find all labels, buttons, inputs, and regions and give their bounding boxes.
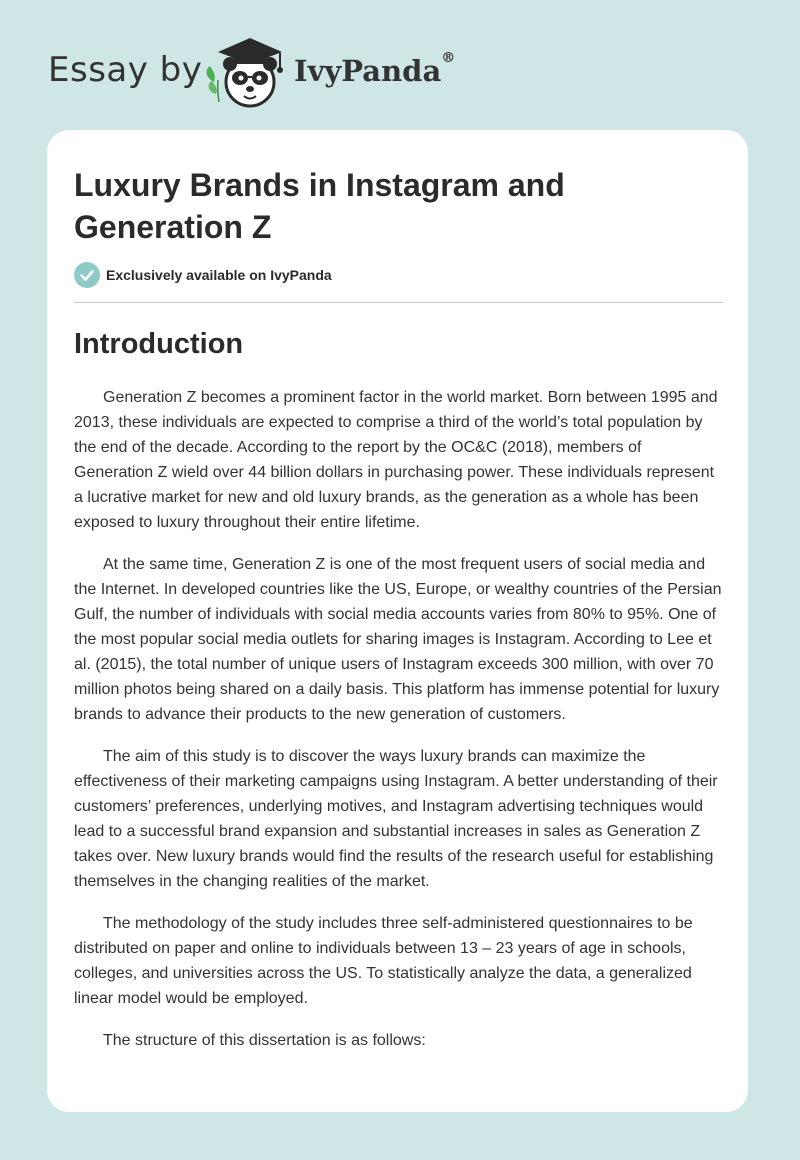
exclusive-badge — [74, 262, 332, 288]
paragraph: Generation Z becomes a prominent factor in the world market. Born between 1995 and 2013, these individuals are expected to comprise a third of the world’s total population by the end of the decade. According to the report by the OC&C (2018), members of Generation Z wield over 44 billion dollars in purchasing power. These individuals represent a lucrative market for new and old luxury brands, as the generation as a whole has been exposed to luxury throughout their entire lifetime. — [74, 389, 718, 531]
brand-name[interactable] — [294, 50, 456, 88]
exclusive-text: Exclusively available on IvyPanda — [106, 267, 332, 283]
divider — [74, 302, 723, 303]
paragraph: The methodology of the study includes three self-administered questionnaires to be distributed on paper and online to individuals between 13 – 23 years of age in schools, colleges, and universities across the US. To statistically analyze the data, a generalized linear model would be employed. — [74, 915, 693, 1007]
essay-by-label: Essay by — [48, 50, 203, 90]
essay-body — [74, 385, 724, 1070]
site-header — [48, 30, 548, 110]
essay-card — [47, 130, 748, 1112]
essay-title: Luxury Brands in Instagram and Generation Z — [74, 167, 565, 245]
section-heading: Introduction — [74, 328, 244, 360]
check-circle-icon — [74, 262, 100, 288]
brand-name-text: IvyPanda — [294, 54, 442, 88]
registered-mark: ® — [441, 50, 456, 66]
panda-graduate-icon[interactable] — [200, 32, 292, 110]
paragraph: The structure of this dissertation is as follows: — [103, 1032, 426, 1049]
paragraph: At the same time, Generation Z is one of the most frequent users of social media and the Internet. In developed countries like the US, Europe, or wealthy countries of the Persian Gulf, the number of individuals with social media accounts varies from 80% to 95%. One of the most popular social media outlets for sharing images is Instagram. According to Lee et al. (2015), the total number of unique users of Instagram exceeds 300 million, with over 70 million photos being shared on a daily basis. This platform has immense potential for luxury brands to advance their products to the new generation of customers. — [74, 556, 722, 723]
paragraph: The aim of this study is to discover the ways luxury brands can maximize the effectiveness of their marketing campaigns using Instagram. A better understanding of their customers’ preferences, underlying motives, and Instagram advertising techniques would lead to a successful brand expansion and substantial increases in sales as Generation Z takes over. New luxury brands would find the results of the research useful for establishing themselves in the changing realities of the market. — [74, 748, 718, 890]
